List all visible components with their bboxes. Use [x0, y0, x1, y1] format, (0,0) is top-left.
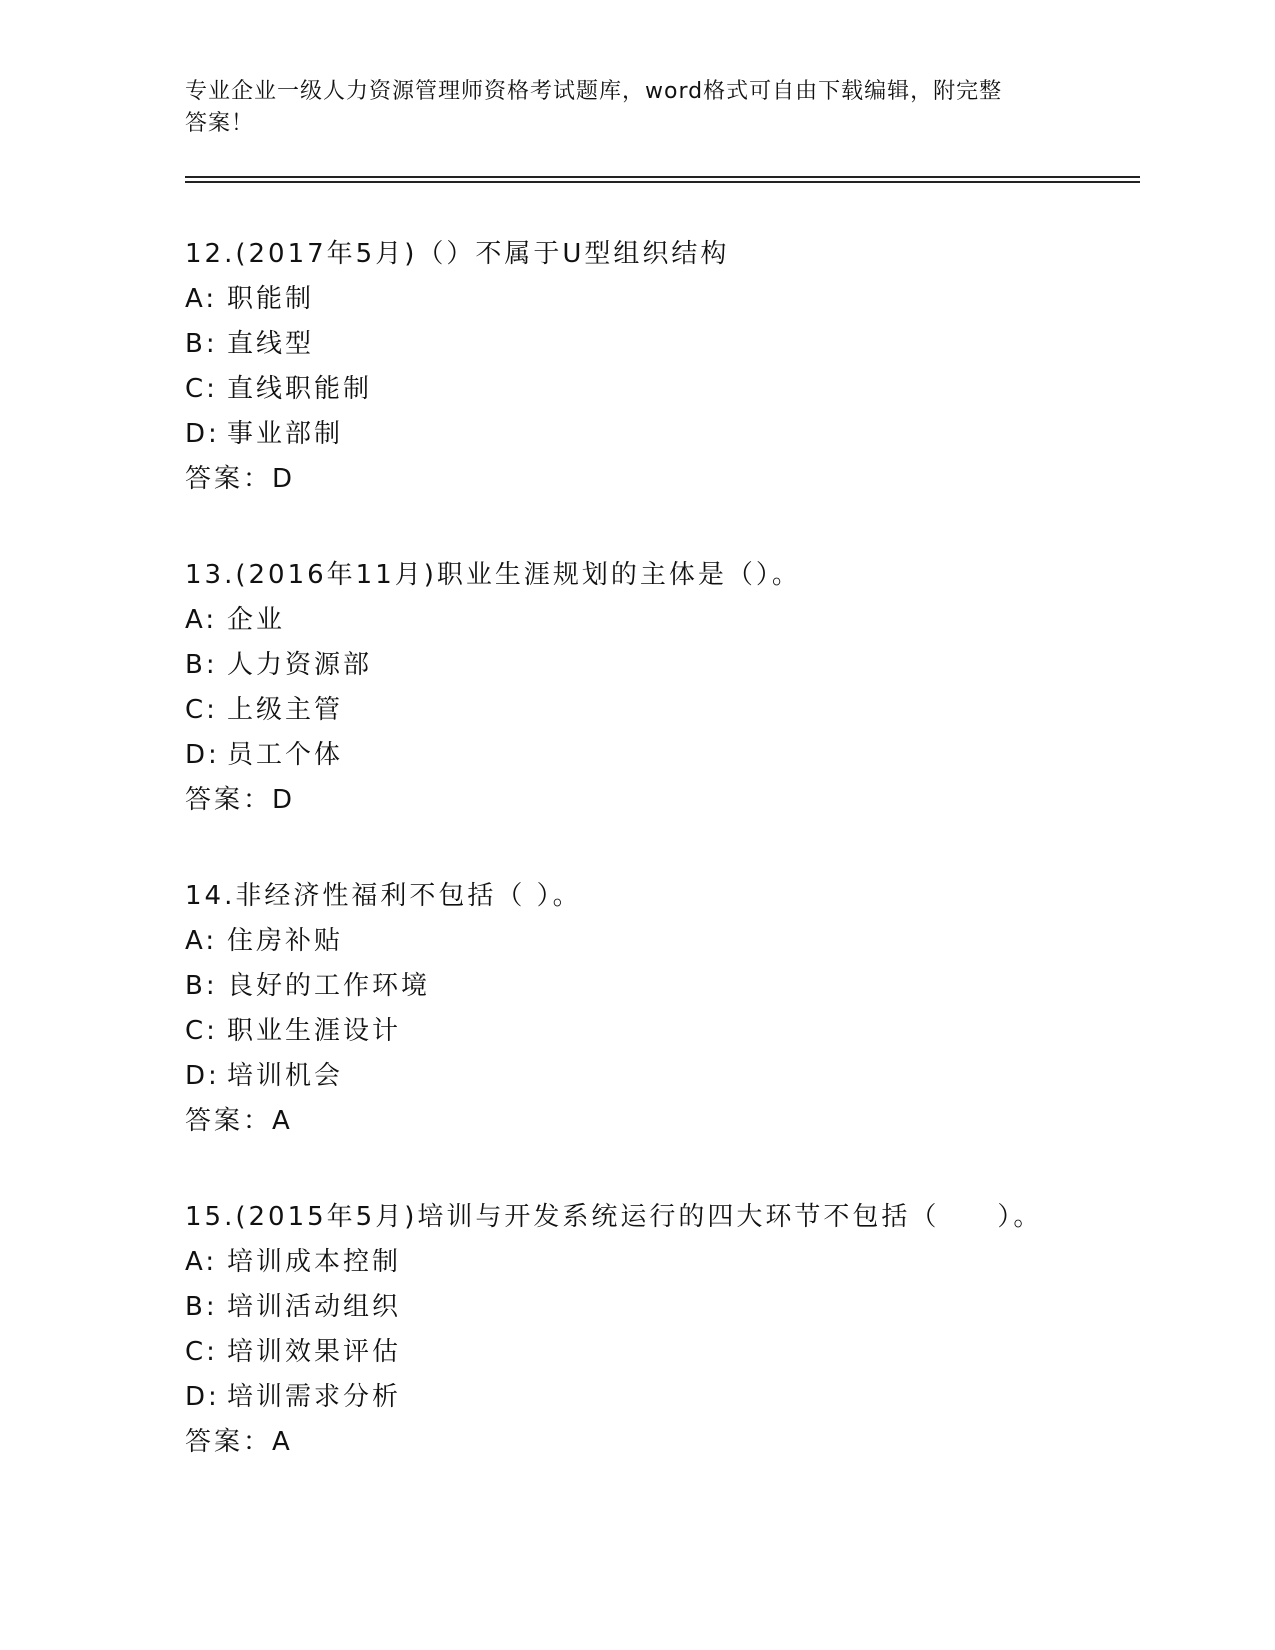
- option-text: 直线型: [227, 329, 315, 359]
- option-text: 职能制: [227, 284, 315, 314]
- answer-line: 答案：A: [185, 1106, 293, 1136]
- option-b: [185, 964, 1185, 1009]
- option-c: [185, 367, 1185, 412]
- header-divider-top: [185, 176, 1140, 178]
- option-label: D:: [185, 1061, 220, 1091]
- question-stem: 13.(2016年11月)职业生涯规划的主体是（）。: [185, 560, 801, 590]
- option-text: 事业部制: [227, 419, 344, 449]
- option-c: [185, 1009, 1185, 1054]
- option-text: 职业生涯设计: [227, 1016, 402, 1046]
- question-stem: 12.(2017年5月)（）不属于U型组织结构: [185, 239, 730, 269]
- option-a: [185, 277, 1185, 322]
- answer-line: 答案：D: [185, 785, 296, 815]
- option-label: B:: [185, 650, 218, 680]
- option-d: [185, 412, 1185, 457]
- question-block: [185, 553, 1185, 823]
- option-label: A:: [185, 1247, 218, 1277]
- option-c: [185, 688, 1185, 733]
- option-a: [185, 919, 1185, 964]
- header-line-2: 答案！: [185, 111, 255, 136]
- header-line-1: 专业企业一级人力资源管理师资格考试题库，word格式可自由下载编辑，附完整: [185, 79, 1003, 104]
- question-stem: 14.非经济性福利不包括（ ）。: [185, 881, 582, 911]
- question-block: [185, 874, 1185, 1144]
- option-text: 良好的工作环境: [227, 971, 431, 1001]
- option-label: B:: [185, 329, 218, 359]
- option-text: 培训成本控制: [227, 1247, 402, 1277]
- option-text: 直线职能制: [227, 374, 373, 404]
- option-label: C:: [185, 1016, 218, 1046]
- header-divider-bottom: [185, 181, 1140, 183]
- option-label: D:: [185, 419, 220, 449]
- option-d: [185, 1375, 1185, 1420]
- option-text: 员工个体: [227, 740, 344, 770]
- option-label: A:: [185, 926, 218, 956]
- option-label: D:: [185, 1382, 220, 1412]
- question-block: [185, 232, 1185, 502]
- option-c: [185, 1330, 1185, 1375]
- option-b: [185, 643, 1185, 688]
- document-header: [185, 76, 1085, 140]
- option-text: 培训活动组织: [227, 1292, 402, 1322]
- question-block: [185, 1195, 1185, 1465]
- option-text: 培训需求分析: [227, 1382, 402, 1412]
- option-label: A:: [185, 605, 218, 635]
- option-label: B:: [185, 1292, 218, 1322]
- option-label: C:: [185, 695, 218, 725]
- option-text: 人力资源部: [227, 650, 373, 680]
- option-label: A:: [185, 284, 218, 314]
- option-b: [185, 322, 1185, 367]
- option-d: [185, 1054, 1185, 1099]
- option-b: [185, 1285, 1185, 1330]
- option-text: 培训机会: [227, 1061, 344, 1091]
- option-text: 上级主管: [227, 695, 344, 725]
- answer-line: 答案：D: [185, 464, 296, 494]
- option-text: 培训效果评估: [227, 1337, 402, 1367]
- option-text: 住房补贴: [227, 926, 344, 956]
- question-stem: 15.(2015年5月)培训与开发系统运行的四大环节不包括（ ）。: [185, 1202, 1043, 1232]
- answer-line: 答案：A: [185, 1427, 293, 1457]
- option-d: [185, 733, 1185, 778]
- option-a: [185, 1240, 1185, 1285]
- option-a: [185, 598, 1185, 643]
- option-label: C:: [185, 374, 218, 404]
- option-text: 企业: [227, 605, 286, 635]
- option-label: B:: [185, 971, 218, 1001]
- option-label: D:: [185, 740, 220, 770]
- option-label: C:: [185, 1337, 218, 1367]
